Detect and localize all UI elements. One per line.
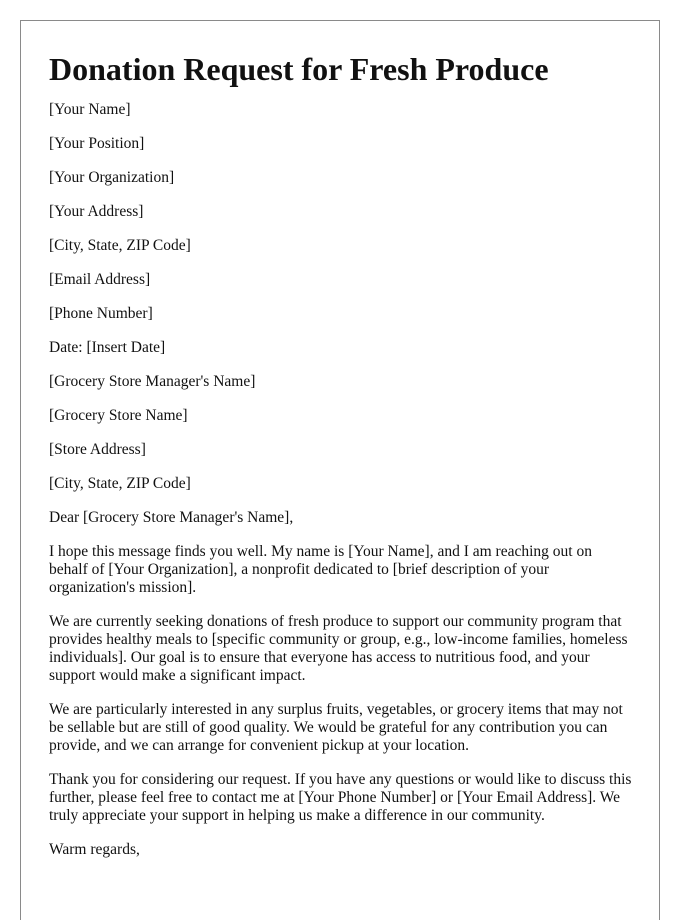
recipient-store-name: [Grocery Store Name] bbox=[49, 407, 188, 424]
sender-phone: [Phone Number] bbox=[49, 305, 153, 322]
sender-organization: [Your Organization] bbox=[49, 169, 175, 186]
letter-title: Donation Request for Fresh Produce bbox=[49, 51, 549, 87]
recipient-manager-name: [Grocery Store Manager's Name] bbox=[49, 373, 256, 390]
letter-page bbox=[20, 20, 660, 920]
letter-content bbox=[49, 51, 633, 875]
sender-email: [Email Address] bbox=[49, 271, 151, 288]
sender-name: [Your Name] bbox=[49, 101, 131, 118]
sender-block bbox=[49, 101, 633, 323]
body-paragraph-request: We are currently seeking donations of fresh produce to support our community program that provides healthy meals to [specific community or group, e.g., low-income families, homeless individuals]. Our goal is to ensure that everyone has access to nutritious food, and your support would make a significant impact. bbox=[49, 613, 628, 684]
body-paragraph-thanks: Thank you for considering our request. If you have any questions or would like to discuss this further, please feel free to contact me at [Your Phone Number] or [Your Email Address]. We truly appreciate your support in helping us make a difference in our community. bbox=[49, 771, 632, 824]
sender-city-state-zip: [City, State, ZIP Code] bbox=[49, 237, 191, 254]
sender-position: [Your Position] bbox=[49, 135, 145, 152]
body-paragraph-interest: We are particularly interested in any surplus fruits, vegetables, or grocery items that may not be sellable but are still of good quality. We would be grateful for any contribution you can provide, and we can arrange for convenient pickup at your location. bbox=[49, 701, 623, 754]
recipient-store-address: [Store Address] bbox=[49, 441, 146, 458]
salutation: Dear [Grocery Store Manager's Name], bbox=[49, 509, 294, 526]
recipient-city-state-zip: [City, State, ZIP Code] bbox=[49, 475, 191, 492]
closing: Warm regards, bbox=[49, 841, 140, 858]
recipient-block bbox=[49, 373, 633, 493]
sender-address: [Your Address] bbox=[49, 203, 144, 220]
body-paragraph-intro: I hope this message finds you well. My name is [Your Name], and I am reaching out on behalf of [Your Organization], a nonprofit dedicated to [brief description of your organization's mission]. bbox=[49, 543, 592, 596]
date-line: Date: [Insert Date] bbox=[49, 339, 166, 356]
